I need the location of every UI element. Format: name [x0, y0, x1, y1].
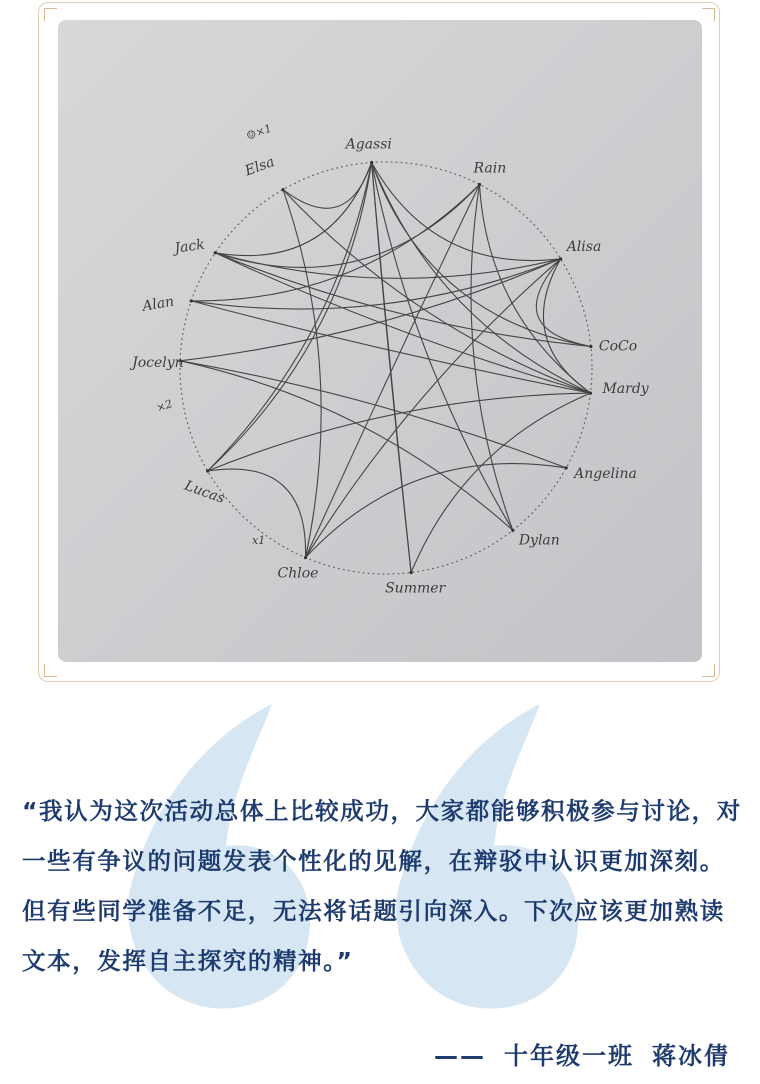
- interaction-edge: [180, 361, 513, 531]
- participant-node: [589, 392, 592, 395]
- participant-name: Alan: [141, 293, 176, 315]
- frame-corner-ornament: [44, 664, 57, 677]
- interaction-edge: [283, 190, 591, 394]
- participant-node: [589, 345, 592, 348]
- discussion-circle-diagram: [58, 20, 702, 662]
- interaction-edge: [215, 253, 591, 347]
- interaction-edge: [480, 185, 591, 394]
- alan-prefix-mark: ×2: [154, 397, 175, 415]
- participant-name: Elsa: [242, 153, 277, 180]
- participant-node: [281, 188, 284, 191]
- discussion-map-photo: [58, 20, 702, 662]
- interaction-edge: [191, 185, 479, 301]
- interaction-edge: [306, 185, 480, 558]
- participant-name: Summer: [385, 580, 446, 597]
- frame-corner-ornament: [702, 8, 715, 21]
- participant-name: Lucas: [182, 477, 227, 508]
- frame-corner-ornament: [44, 8, 57, 21]
- interaction-edge: [215, 253, 561, 279]
- student-reflection-quote: “我认为这次活动总体上比较成功，大家都能够积极参与讨论，对一些有争议的问题发表个性化的见解，在辩驳中认识更加深刻。但有些同学准备不足，无法将话题引向深入。下次应该更加熟读文本，发挥自主探究的精神。”: [22, 797, 742, 975]
- participant-node: [190, 299, 193, 302]
- participant-name: CoCo: [598, 338, 638, 355]
- participant-node: [206, 469, 209, 472]
- attribution-name: 蒋冰倩: [652, 1042, 730, 1070]
- participant-node: [370, 161, 373, 164]
- frame-corner-ornament: [702, 664, 715, 677]
- interaction-edge: [543, 259, 590, 393]
- participant-node: [214, 251, 217, 254]
- participant-node: [304, 556, 307, 559]
- participant-node: [478, 183, 481, 186]
- participant-name: Mardy: [602, 381, 649, 398]
- interaction-edge: [411, 393, 590, 572]
- participant-name: Dylan: [518, 532, 560, 549]
- participant-name: Rain: [473, 160, 507, 177]
- lucas-suffix-mark: x1: [252, 534, 266, 547]
- interaction-edge: [191, 259, 561, 309]
- attribution-class: 十年级一班: [504, 1042, 634, 1070]
- interaction-edge: [283, 163, 372, 209]
- interaction-edge: [306, 259, 561, 558]
- interaction-edge: [215, 163, 371, 256]
- attribution-dash: ——: [434, 1042, 486, 1070]
- participant-name: Alisa: [566, 238, 602, 255]
- participant-node: [559, 257, 562, 260]
- interaction-edge: [372, 163, 412, 573]
- participant-name: Agassi: [345, 136, 392, 153]
- participant-name: Jack: [173, 236, 206, 257]
- attribution: [416, 1036, 730, 1076]
- elsa-mark: ☺×1: [244, 121, 274, 143]
- interaction-edge: [215, 253, 590, 393]
- participant-name: Angelina: [574, 465, 637, 482]
- participant-name: Jocelyn: [132, 354, 184, 371]
- participant-node: [410, 571, 413, 574]
- participant-node: [565, 466, 568, 469]
- participant-name: Chloe: [277, 565, 319, 582]
- participant-node: [511, 529, 514, 532]
